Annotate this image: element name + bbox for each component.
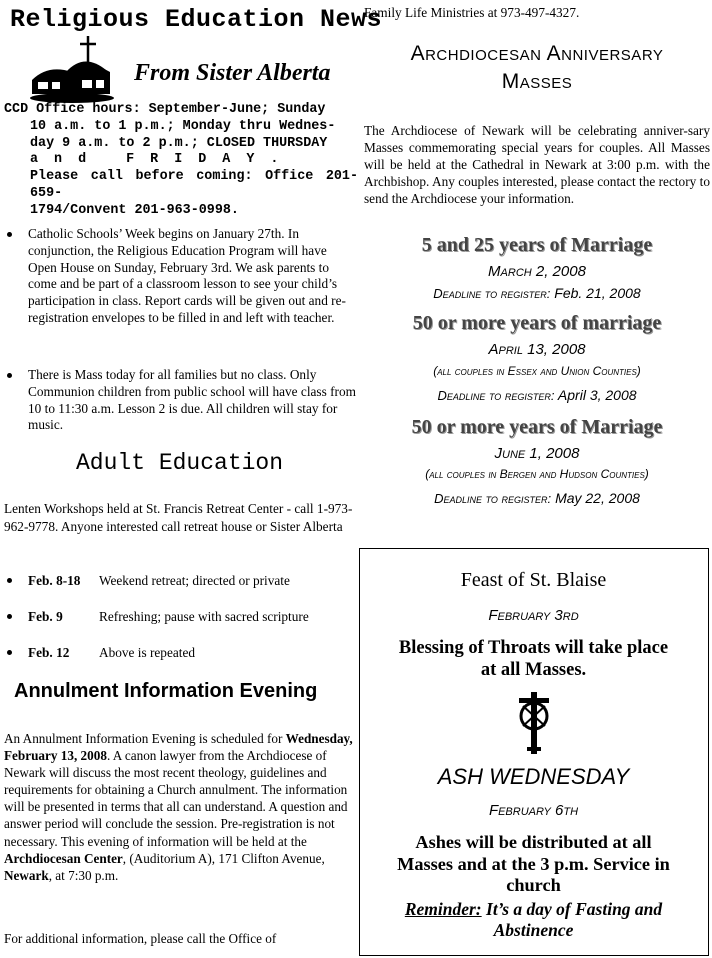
annul-location: Archdiocesan Center: [4, 850, 123, 866]
text-line: Blessing of Throats will take place: [398, 638, 669, 658]
list-item: Catholic Schools’ Week begins on January 27th. In conjunction, the Religious Education Program will have Open House on Sunday, February 3rd. We ask parents to come and be part of a classroom lesson to see your child’s participation in class. Report cards will be given out and re-registration envelopes to be filled in and left with teacher.: [4, 226, 358, 327]
feast-title: Feast of St. Blaise: [460, 569, 607, 591]
text-line: It’s a day of Fasting and: [486, 899, 663, 919]
mass-note: (all couples in Essex and Union Counties): [433, 364, 641, 378]
ccd-line: day 9 a.m. to 2 p.m.; CLOSED THURSDAY: [30, 135, 328, 151]
ccd-line: 10 a.m. to 1 p.m.; Monday thru Wednes-: [30, 118, 336, 134]
ccd-office-hours: [4, 102, 358, 220]
deadline-date: April 3, 2008: [557, 387, 637, 403]
annul-date: Wednesday, February 13, 2008: [4, 731, 353, 764]
annul-text: . A canon lawyer from the Archdiocese of Newark will discuss the most recent theology, guidelines and requirements for obtaining a Church annulment. The information will be presented in terms that all can understand. A question and answer period will conclude the session. Pre-registration is not necessary. This evening of information will be held at the: [4, 748, 348, 849]
deadline-label: Deadline to register:: [434, 491, 552, 506]
newsletter-subtitle: From Sister Alberta: [134, 60, 331, 86]
workshop-date: Feb. 12: [28, 645, 70, 660]
adult-education-heading: Adult Education: [76, 450, 284, 476]
annul-text: , at 7:30 p.m.: [48, 867, 119, 883]
ash-date: February 6th: [488, 802, 579, 819]
ccd-line: Please call before coming: Office 201-659-: [30, 169, 358, 201]
church-logo-icon: [26, 34, 116, 106]
workshop-item: [4, 644, 358, 662]
reminder-label: Reminder:: [404, 899, 482, 919]
ccd-line: and FRIDAY.: [30, 152, 295, 168]
workshop-item: [4, 608, 358, 626]
feast-notice-box: [359, 548, 709, 956]
feast-date: February 3rd: [488, 607, 579, 624]
text-line: at all Masses.: [480, 660, 587, 680]
annul-text: , (Auditorium A), 171 Clifton Avenue,: [122, 850, 325, 866]
mass-date: June 1, 2008: [494, 445, 580, 462]
text-line: Ashes will be distributed at all: [415, 832, 652, 852]
deadline-date: May 22, 2008: [555, 490, 640, 506]
newsletter-title: Religious Education News: [10, 5, 383, 34]
reminder-text: [360, 899, 707, 941]
blessing-text: [360, 637, 707, 681]
workshop-date: Feb. 9: [28, 609, 63, 624]
deadline-label: Deadline to register:: [433, 286, 551, 301]
family-life-contact: Family Life Ministries at 973-497-4327.: [364, 5, 580, 20]
lenten-workshops-text: Lenten Workshops held at St. Francis Retreat Center - call 1-973-962-9778. Anyone interested call retreat house or Sister Alberta: [4, 501, 353, 534]
mass-deadline: [364, 490, 710, 506]
workshop-desc: Refreshing; pause with sacred scripture: [99, 609, 309, 624]
mass-deadline: [364, 285, 710, 301]
cross-icon: [514, 692, 554, 754]
workshop-item: [4, 572, 358, 590]
mass-date: March 2, 2008: [488, 263, 586, 280]
annulment-text: [4, 730, 356, 884]
mass-deadline: [364, 387, 710, 403]
ccd-line: 1794/Convent 201-963-0998.: [30, 202, 239, 218]
workshop-desc: Weekend retreat; directed or private: [99, 573, 290, 588]
anniversary-masses-heading: [364, 40, 710, 96]
ashes-text: [360, 832, 707, 897]
mass-note: (all couples in Bergen and Hudson Counties): [425, 467, 649, 481]
list-item: There is Mass today for all families but no class. Only Communion children from public school will have class from 10 to 11:30 a.m. Lesson 2 is due. All children will stay for music.: [4, 367, 358, 434]
mass-heading: 50 or more years of marriage: [412, 312, 662, 334]
ccd-line: CCD Office hours: September-June; Sunday: [4, 102, 326, 117]
text-line: Masses and at the 3 p.m. Service in: [397, 853, 670, 874]
left-column: [4, 0, 383, 958]
mass-date: April 13, 2008: [488, 341, 586, 358]
annul-city: Newark: [4, 867, 49, 883]
text-line: Abstinence: [493, 920, 574, 940]
anniversary-masses-text: The Archdiocese of Newark will be celebrating anniver-sary Masses commemorating special years for couples. All Masses will be held at the Cathedral in Newark at 3:00 p.m. with the Archbishop. Any couples interested, please contact the rectory to send the Archdiocese your information.: [364, 123, 710, 206]
deadline-date: Feb. 21, 2008: [554, 285, 641, 301]
annulment-heading: Annulment Information Evening: [14, 680, 318, 702]
annul-text: An Annulment Information Evening is scheduled for: [4, 731, 283, 746]
ash-wednesday-heading: ASH WEDNESDAY: [437, 764, 630, 789]
mass-heading: 50 or more years of Marriage: [411, 416, 663, 438]
heading-line: Masses: [501, 70, 573, 93]
mass-heading: 5 and 25 years of Marriage: [421, 234, 653, 256]
bullet-list: [4, 226, 358, 327]
deadline-label: Deadline to register:: [437, 388, 555, 403]
bullet-list: [4, 367, 358, 434]
workshop-date: Feb. 8-18: [28, 573, 81, 588]
text-line: church: [506, 875, 561, 895]
workshop-desc: Above is repeated: [99, 645, 195, 660]
annulment-contact: For additional information, please call the Office of: [4, 931, 277, 946]
heading-line: Archdiocesan Anniversary: [410, 42, 664, 65]
